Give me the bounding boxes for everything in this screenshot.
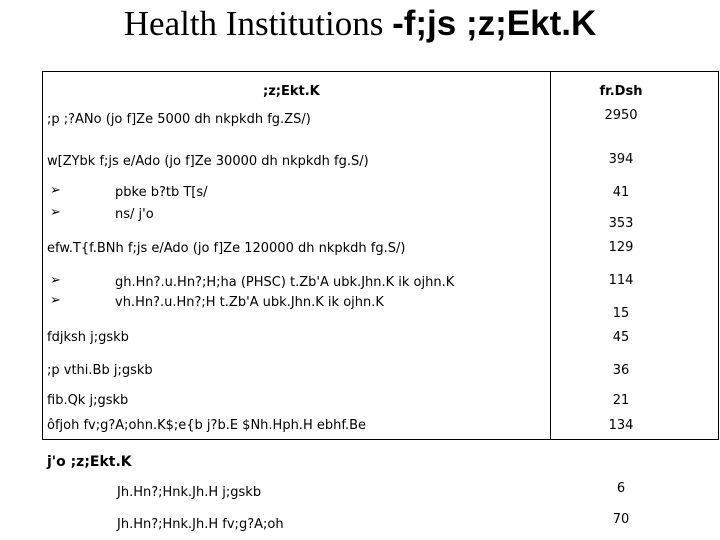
table-row-value: 129 (608, 240, 634, 255)
table-row-label: efw.T{f.BNh f;js e/Ado (jo f]Ze 120000 dh nkpkdh fg.S/) (47, 241, 406, 256)
arrow-bullet-icon: ➢ (50, 273, 61, 288)
section2-row-label: Jh.Hn?;Hnk.Jh.H j;gskb (117, 485, 262, 500)
table-row-value: 394 (608, 152, 634, 167)
section2-row-value: 70 (612, 512, 630, 527)
table-row-label: fib.Qk j;gskb (47, 393, 129, 408)
table-row-label: ôfjoh fv;g?A;ohn.K$;e{b j?b.E $Nh.Hph.H ebhf.Be (47, 418, 367, 433)
table-subrow-label: ns/ j'o (115, 207, 154, 222)
table-row-label: fdjksh j;gskb (47, 330, 129, 345)
arrow-bullet-icon: ➢ (50, 183, 61, 198)
table-subrow-label: gh.Hn?.u.Hn?;H;ha (PHSC) t.Zb'A ubk.Jhn.K ik ojhn.K (115, 275, 455, 290)
table-subrow-value: 353 (608, 216, 634, 231)
header-count: fr.Dsh (599, 84, 643, 99)
table-row-label: ;p vthi.Bb j;gskb (47, 363, 153, 378)
table-subrow-value: 114 (608, 273, 634, 288)
table-row-value: 2950 (604, 108, 638, 123)
title-gurmukhi: -f;js ;z;Ekt.K (392, 4, 597, 43)
title-english: Health Institutions (123, 4, 393, 43)
arrow-bullet-icon: ➢ (50, 293, 61, 308)
arrow-bullet-icon: ➢ (50, 205, 61, 220)
table-subrow-label: vh.Hn?.u.Hn?;H t.Zb'A ubk.Jhn.K ik ojhn.K (115, 295, 384, 310)
table-row-label: ;p ;?ANo (jo f]Ze 5000 dh nkpkdh fg.ZS/) (47, 112, 311, 127)
section2-row-label: Jh.Hn?;Hnk.Jh.H fv;g?A;oh (117, 517, 284, 532)
table-subrow-value: 15 (612, 306, 630, 321)
column-divider (550, 71, 551, 440)
page-title (0, 4, 720, 44)
table-row-label: w[ZYbk f;js e/Ado (jo f]Ze 30000 dh nkpkdh fg.S/) (47, 154, 369, 169)
section-heading: j'o ;z;Ekt.K (47, 454, 132, 470)
table-row-value: 45 (612, 330, 630, 345)
table-row-value: 134 (608, 418, 634, 433)
table-subrow-value: 41 (612, 185, 630, 200)
table-row-value: 21 (612, 393, 630, 408)
header-institution: ;z;Ekt.K (263, 84, 320, 99)
table-subrow-label: pbke b?tb T[s/ (115, 185, 208, 200)
table-row-value: 36 (612, 363, 630, 378)
section2-row-value: 6 (616, 481, 626, 496)
